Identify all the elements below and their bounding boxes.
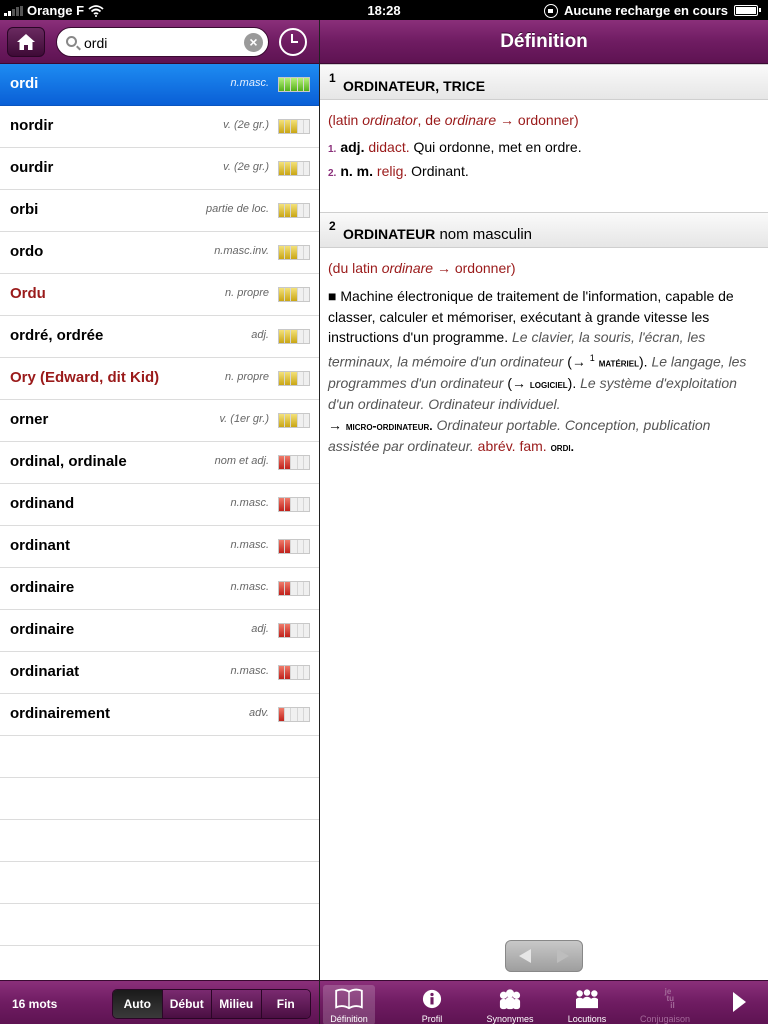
list-item[interactable] [0,400,319,442]
frequency-indicator [278,665,310,680]
frequency-indicator [278,623,310,638]
word-category: n.masc.inv. [214,245,269,257]
tab-synonymes[interactable]: Synonymes [475,985,545,1024]
entry-header-1 [320,64,768,100]
word-category: adv. [249,707,269,719]
next-tab-arrow-icon[interactable] [733,992,746,1012]
clear-search-icon[interactable]: × [244,33,263,52]
list-item[interactable] [0,274,319,316]
search-input[interactable] [84,33,234,53]
home-button[interactable] [7,27,45,57]
word-category: n.masc. [230,539,269,551]
tab-locutions[interactable]: Locutions [552,985,622,1024]
cross-reference-link[interactable]: logiciel [529,376,568,391]
word-label: Ory (Edward, dit Kid) [10,369,160,386]
word-category: n. propre [224,371,269,383]
frequency-indicator [278,203,310,218]
list-item[interactable] [0,568,319,610]
word-label: ordré, ordrée [10,327,104,344]
frequency-indicator [278,119,310,134]
list-item[interactable] [0,106,319,148]
list-item[interactable] [0,358,319,400]
frequency-indicator [278,329,310,344]
word-label: ordinaire [10,621,75,638]
tab-conjugaison[interactable]: je tu il Conjugaison [639,987,691,1024]
word-category: partie de loc. [206,203,269,215]
definition-pane [320,64,768,980]
arrow-left-icon [519,949,531,963]
status-bar [0,0,768,20]
search-toolbar [0,20,319,64]
synonyms-icon [495,988,525,1010]
empty-row [0,946,319,980]
conjugation-icon: je tu il [664,987,675,1010]
locutions-icon [572,988,602,1010]
word-label: ordinant [10,537,70,554]
segment-auto[interactable]: Auto [113,990,163,1018]
word-category: n. propre [224,287,269,299]
empty-row [0,778,319,820]
list-item[interactable] [0,232,319,274]
word-category: adj. [251,623,269,635]
list-item[interactable] [0,694,319,736]
search-mode-segmented-control [112,989,311,1019]
tab-profil[interactable]: Profil [397,985,467,1024]
word-category: n.masc. [230,665,269,677]
list-item[interactable] [0,484,319,526]
word-label: ordi [10,75,39,92]
arrow-right-icon [557,949,569,963]
list-item[interactable] [0,652,319,694]
frequency-indicator [278,455,310,470]
carrier-name: Orange F [27,3,85,18]
frequency-indicator [278,77,310,92]
list-item[interactable] [0,526,319,568]
tab-bar [320,980,768,1024]
definition-toolbar [320,20,768,64]
book-icon [333,988,365,1010]
word-category: nom et adj. [214,455,269,467]
cross-reference-link[interactable]: micro-ordinateur. [345,418,433,433]
word-label: ordinairement [10,705,111,722]
frequency-indicator [278,539,310,554]
empty-row [0,904,319,946]
sense-1: 1. adj. didact. Qui ordonne, met en ordre. [328,139,582,155]
previous-entry-button[interactable] [506,941,544,971]
battery-icon [734,5,758,16]
list-item[interactable] [0,190,319,232]
word-category: v. (2e gr.) [223,161,269,173]
word-label: ordo [10,243,44,260]
entry-number: 2 [329,219,336,233]
word-count: 16 mots [12,997,58,1011]
segment-milieu[interactable]: Milieu [212,990,262,1018]
word-category: v. (1er gr.) [219,413,269,425]
status-time: 18:28 [367,3,401,18]
entry-header-2 [320,212,768,248]
search-icon [66,36,77,47]
cross-reference-link[interactable]: matériel [598,355,639,370]
word-list [0,64,319,980]
frequency-indicator [278,497,310,512]
word-category: n.masc. [230,77,269,89]
sense-2: 2. n. m. relig. Ordinant. [328,163,469,179]
empty-row [0,862,319,904]
empty-row [0,736,319,778]
info-icon [422,988,442,1010]
word-label: nordir [10,117,54,134]
word-category: n.masc. [230,581,269,593]
battery-status-text: Aucune recharge en cours [564,3,728,18]
rotation-lock-icon [544,4,558,18]
next-entry-button[interactable] [544,941,582,971]
word-label: ordinariat [10,663,80,680]
entry-number: 1 [329,71,336,85]
frequency-indicator [278,245,310,260]
word-category: adj. [251,329,269,341]
word-label: Ordu [10,285,46,302]
entry-headword: ORDINATEUR, TRICE [343,78,486,94]
list-bottom-bar [0,980,319,1024]
frequency-indicator [278,287,310,302]
list-item[interactable] [0,442,319,484]
word-label: ordinal, ordinale [10,453,127,470]
page-title: Définition [500,31,588,52]
definition-text: ■ Machine électronique de traitement de l'information, capable de classer, calculer et mémoriser, exécutant à grande vitesse les instructions d'un programme. Le clavier, la souris, l'écran, les terminaux, la mémoire d'un ordinateur (→ $^1$ matériel). Le langage, les programmes d'un ordinateur (→ logiciel). Le système d'exploitation d'un ordinateur. Ordinateur individuel. → micro-ordinateur. Ordinateur portable. Conception, publication assistée par ordinateur. abrév. fam. ordi. [328,288,747,455]
home-icon [16,33,36,51]
etymology: (latin ordinator, de ordinare → ordonner) [328,112,579,128]
word-label: orner [10,411,49,428]
entry-headword: ORDINATEUR nom masculin [343,226,532,243]
word-category: v. (2e gr.) [223,119,269,131]
entry-navigation [505,940,583,972]
frequency-indicator [278,581,310,596]
tab-definition[interactable]: Définition [323,985,375,1024]
search-field[interactable] [56,27,269,57]
word-label: ordinaire [10,579,75,596]
frequency-indicator [278,707,310,722]
empty-row [0,820,319,862]
word-label: ourdir [10,159,54,176]
word-label: orbi [10,201,39,218]
list-item[interactable] [0,64,319,106]
frequency-indicator [278,413,310,428]
list-item[interactable] [0,316,319,358]
frequency-indicator [278,161,310,176]
segment-fin[interactable]: Fin [262,990,311,1018]
segment-debut[interactable]: Début [163,990,213,1018]
word-category: n.masc. [230,497,269,509]
word-label: ordinand [10,495,75,512]
list-item[interactable] [0,148,319,190]
history-clock-icon[interactable] [279,28,307,56]
frequency-indicator [278,371,310,386]
etymology: (du latin ordinare → ordonner) [328,260,516,276]
list-item[interactable] [0,610,319,652]
